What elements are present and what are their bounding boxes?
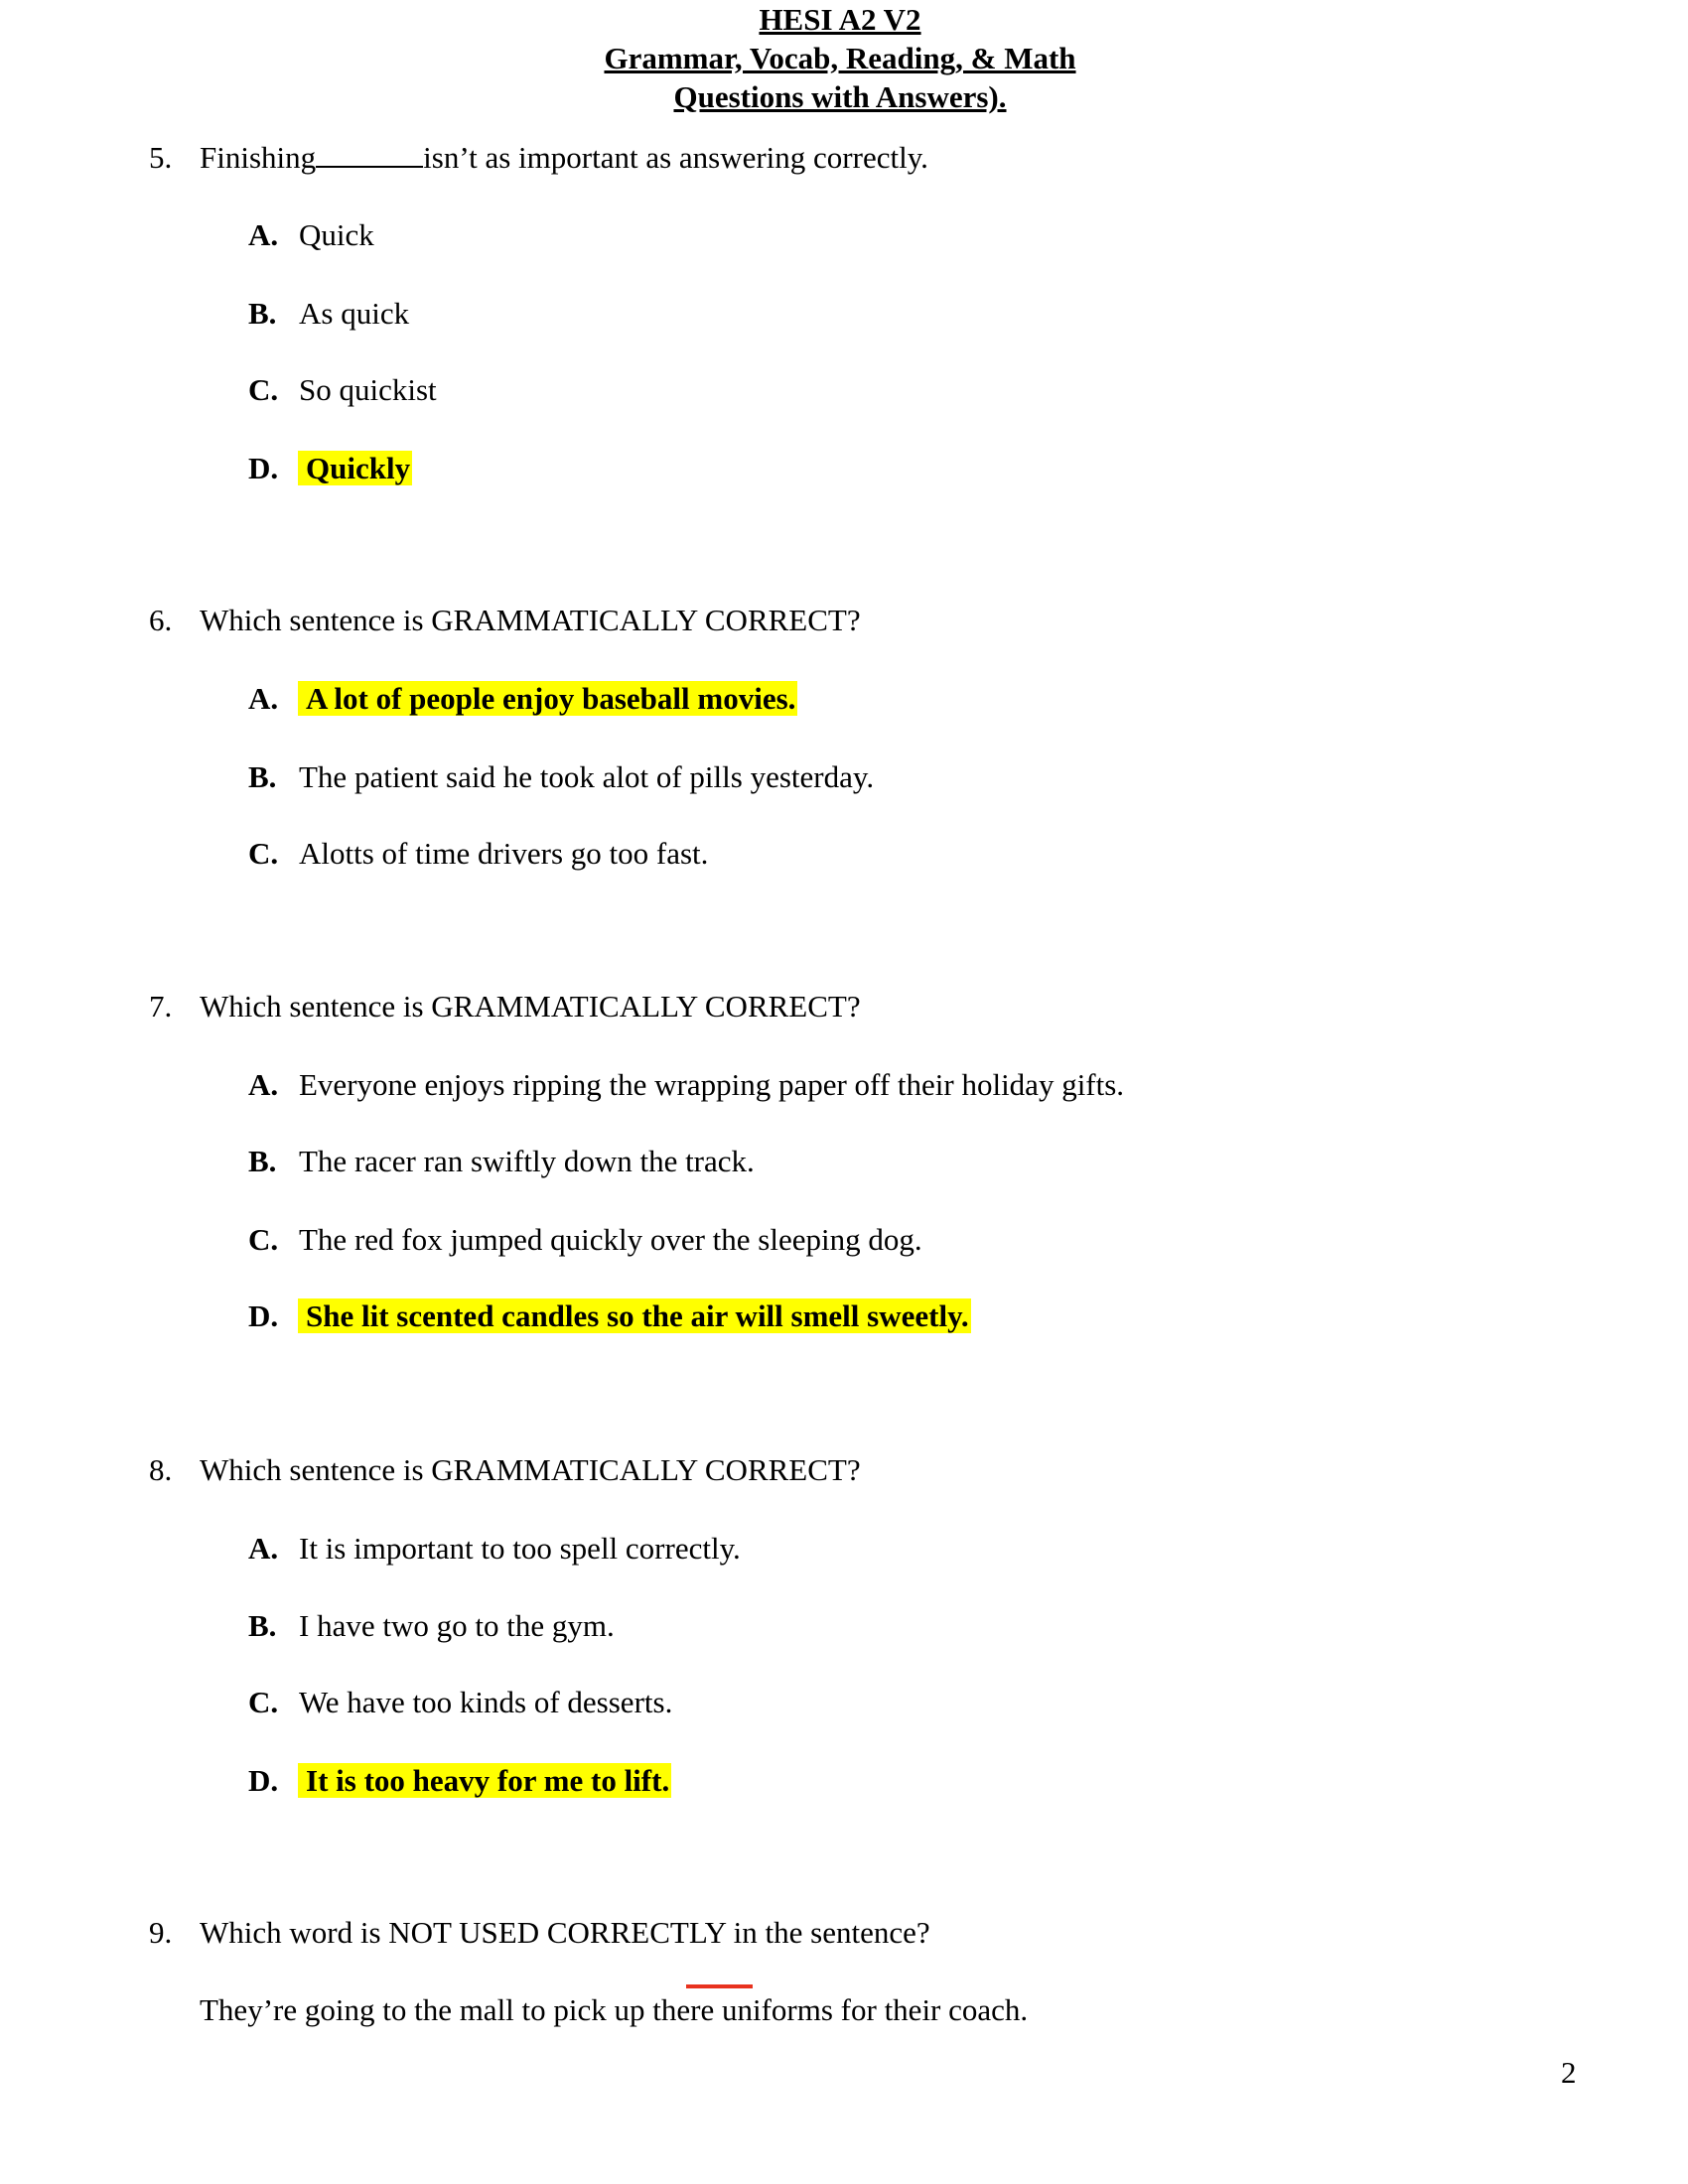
question-text: Which sentence is GRAMMATICALLY CORRECT? — [200, 1452, 861, 1487]
option-text: So quickist — [299, 372, 437, 407]
option-letter: B. — [248, 1608, 277, 1643]
option-letter: A. — [248, 1531, 279, 1566]
option-letter: C. — [248, 372, 279, 407]
option-letter: C. — [248, 836, 279, 871]
option-letter: B. — [248, 759, 277, 794]
option-letter: D. — [248, 451, 279, 485]
fill-blank — [316, 140, 423, 168]
correct-answer-highlight: A lot of people enjoy baseball movies. — [298, 681, 797, 716]
question-number: 5. — [149, 140, 173, 175]
option-text: We have too kinds of desserts. — [299, 1685, 673, 1719]
correct-answer-highlight: It is too heavy for me to lift. — [298, 1763, 671, 1798]
question-number: 6. — [149, 603, 173, 637]
option-text: Alotts of time drivers go too fast. — [299, 836, 709, 871]
error-word-marker — [686, 1984, 753, 1988]
option-text: It is important to too spell correctly. — [299, 1531, 741, 1566]
doc-title: HESI A2 V2 — [759, 2, 921, 37]
option-letter: A. — [248, 681, 279, 716]
question-text: Which sentence is GRAMMATICALLY CORRECT? — [200, 603, 861, 637]
option-text: As quick — [299, 296, 410, 331]
page-number: 2 — [1561, 2055, 1577, 2090]
option-text: The patient said he took alot of pills yesterday. — [299, 759, 875, 794]
question-number: 9. — [149, 1915, 173, 1950]
question-text-before: Finishing — [200, 140, 317, 175]
option-letter: A. — [248, 217, 279, 252]
option-text: Quick — [299, 217, 374, 252]
question-text-after: isn’t as important as answering correctly. — [423, 140, 928, 175]
correct-answer-highlight: Quickly — [298, 451, 412, 485]
question-number: 8. — [149, 1452, 173, 1487]
option-text: I have two go to the gym. — [299, 1608, 615, 1643]
option-text: The red fox jumped quickly over the sleeping dog. — [299, 1222, 922, 1257]
option-letter: D. — [248, 1763, 279, 1798]
correct-answer-highlight: She lit scented candles so the air will smell sweetly. — [298, 1298, 971, 1333]
option-letter: B. — [248, 296, 277, 331]
question-text — [200, 140, 928, 176]
option-letter: C. — [248, 1222, 279, 1257]
question-sentence: They’re going to the mall to pick up there uniforms for their coach. — [200, 1992, 1029, 2027]
option-text: The racer ran swiftly down the track. — [299, 1144, 755, 1178]
doc-subtitle-2: Questions with Answers). — [673, 79, 1007, 114]
option-letter: D. — [248, 1298, 279, 1333]
option-text: Everyone enjoys ripping the wrapping paper off their holiday gifts. — [299, 1067, 1125, 1102]
question-number: 7. — [149, 989, 173, 1024]
option-letter: A. — [248, 1067, 279, 1102]
option-letter: B. — [248, 1144, 277, 1178]
question-text: Which word is NOT USED CORRECTLY in the sentence? — [200, 1915, 930, 1950]
option-letter: C. — [248, 1685, 279, 1719]
doc-subtitle: Grammar, Vocab, Reading, & Math — [604, 41, 1076, 75]
question-text: Which sentence is GRAMMATICALLY CORRECT? — [200, 989, 861, 1024]
